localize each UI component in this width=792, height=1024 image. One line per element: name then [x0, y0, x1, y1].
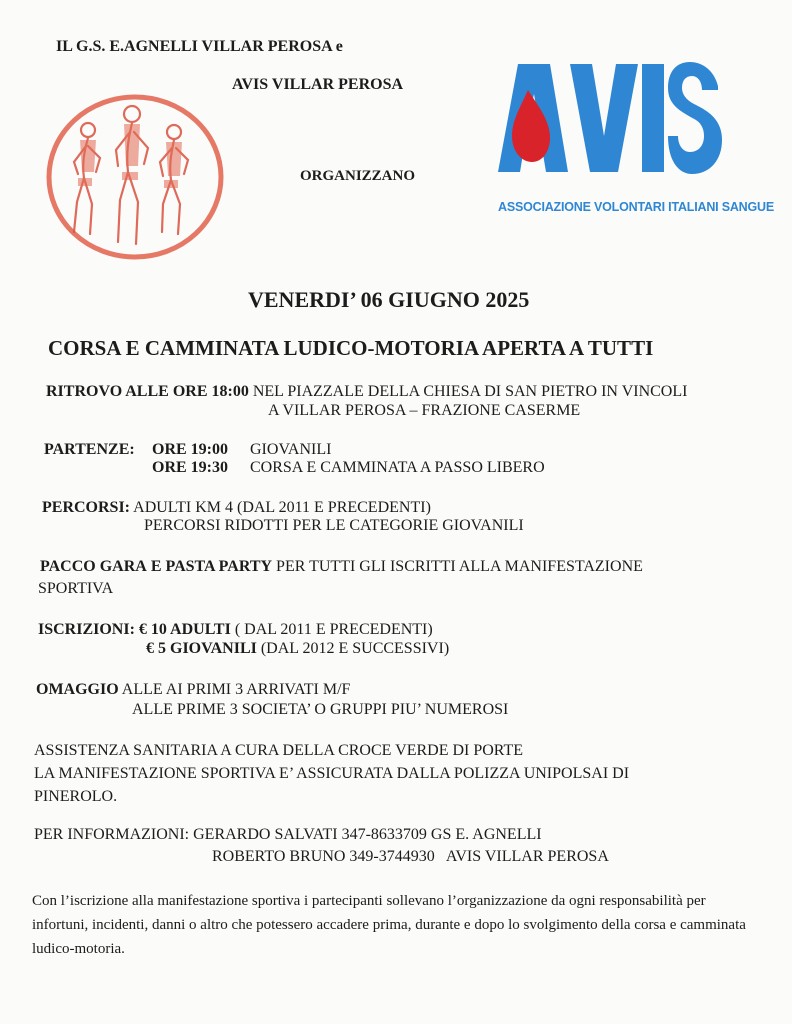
info-row [34, 826, 542, 844]
omaggio-line-1: ALLE AI PRIMI 3 ARRIVATI M/F [121, 681, 351, 698]
ritrovo-row [46, 383, 687, 401]
percorsi-line-2: PERCORSI RIDOTTI PER LE CATEGORIE GIOVANILI [144, 517, 524, 534]
omaggio-line-2: ALLE PRIME 3 SOCIETA’ O GRUPPI PIU’ NUMEROSI [132, 701, 509, 718]
iscrizioni-adulti-price: € 10 ADULTI [138, 621, 231, 638]
partenze-label: PARTENZE: [44, 441, 135, 458]
percorsi-label: PERCORSI: [42, 499, 131, 516]
avis-logo-text: AVIS [492, 47, 528, 64]
organizzano-label: ORGANIZZANO [300, 168, 416, 184]
avis-logo [492, 47, 722, 220]
pacco-label-a: PACCO GARA [40, 558, 147, 575]
assistenza-line-1: ASSISTENZA SANITARIA A CURA DELLA CROCE VERDE DI PORTE [34, 742, 524, 759]
event-date: VENERDI’ 06 GIUGNO 2025 [248, 287, 530, 312]
partenze-item [152, 441, 331, 459]
organizer-line-1: IL G.S. E.AGNELLI VILLAR PEROSA e [56, 38, 343, 55]
disclaimer: Con l’iscrizione alla manifestazione sportiva i partecipanti sollevano l’organizzazione da ogni responsabilità per infortuni, incidenti, danni o altro che potessero accadere prima, durante e dopo lo svolgimento della corsa e camminata ludico-motoria. [32, 893, 746, 957]
assistenza-line-2: LA MANIFESTAZIONE SPORTIVA E’ ASSICURATA DALLA POLIZZA UNIPOLSAI DI [34, 765, 630, 782]
percorsi-line-1: ADULTI KM 4 (DAL 2011 E PRECEDENTI) [133, 499, 431, 516]
iscrizioni-row-2 [146, 640, 449, 658]
partenze-item [152, 459, 545, 477]
pacco-label-e: E [150, 558, 162, 575]
partenze-desc: CORSA E CAMMINATA A PASSO LIBERO [250, 459, 545, 476]
partenze-time: ORE 19:30 [152, 459, 228, 476]
partenze-time: ORE 19:00 [152, 441, 228, 458]
assistenza-line-3: PINEROLO. [34, 788, 118, 805]
iscrizioni-adulti-desc: ( DAL 2011 E PRECEDENTI) [234, 621, 433, 638]
ritrovo-line-1: NEL PIAZZALE DELLA CHIESA DI SAN PIETRO IN VINCOLI [252, 383, 688, 400]
pacco-label-b: PASTA PARTY [165, 558, 273, 575]
pacco-line-2: SPORTIVA [38, 580, 114, 597]
pacco-row [40, 558, 643, 576]
info-label: PER INFORMAZIONI: [34, 826, 190, 843]
iscrizioni-label: ISCRIZIONI: [38, 621, 135, 638]
omaggio-row [36, 681, 350, 699]
iscrizioni-giovanili-desc: (DAL 2012 E SUCCESSIVI) [260, 640, 450, 657]
event-subtitle: CORSA E CAMMINATA LUDICO-MOTORIA APERTA A TUTTI [48, 336, 654, 360]
ritrovo-label: RITROVO ALLE ORE 18:00 [46, 383, 249, 400]
ritrovo-line-2: A VILLAR PEROSA – FRAZIONE CASERME [268, 402, 581, 419]
pacco-line-1: PER TUTTI GLI ISCRITTI ALLA MANIFESTAZIONE [276, 558, 643, 575]
avis-subtitle: ASSOCIAZIONE VOLONTARI ITALIANI SANGUE [498, 200, 774, 214]
percorsi-row [42, 499, 431, 517]
organizer-line-2: AVIS VILLAR PEROSA [232, 76, 404, 93]
iscrizioni-giovanili-price: € 5 GIOVANILI [146, 640, 257, 657]
info-contact-2: ROBERTO BRUNO 349-3744930 AVIS VILLAR PEROSA [212, 848, 609, 865]
info-contact-1: GERARDO SALVATI 347-8633709 GS E. AGNELLI [193, 826, 542, 843]
omaggio-label: OMAGGIO [36, 681, 119, 698]
iscrizioni-row [38, 621, 433, 639]
runners-logo [44, 92, 226, 262]
partenze-desc: GIOVANILI [250, 441, 332, 458]
